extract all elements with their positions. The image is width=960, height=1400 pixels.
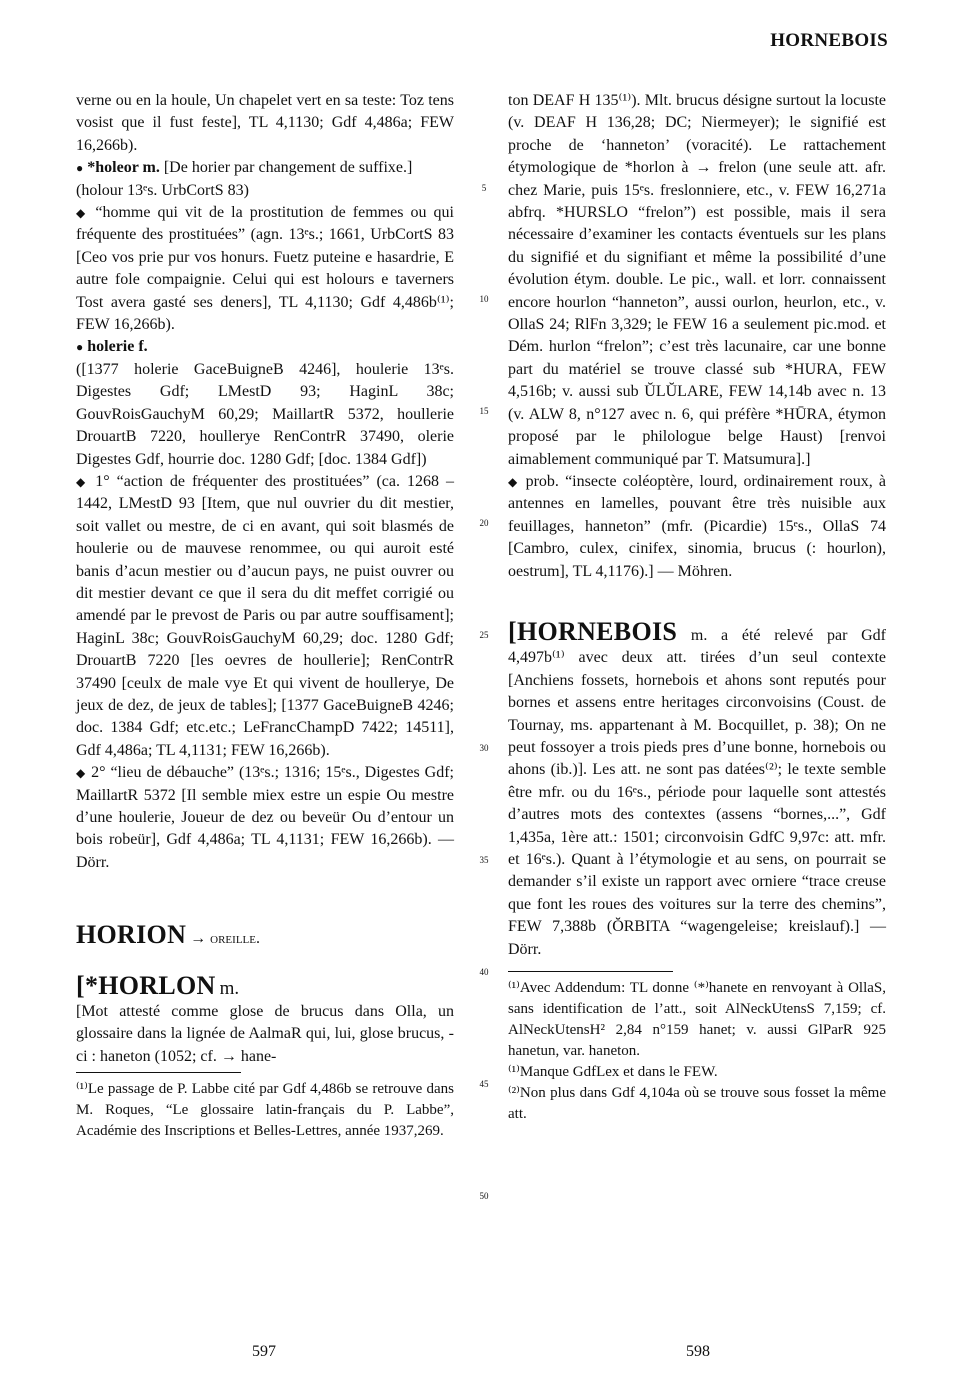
entry-horlon [76, 970, 454, 1001]
cross-reference: oreille. [210, 930, 260, 948]
bullet-icon: ● [76, 161, 84, 176]
line-number: 30 [479, 743, 489, 753]
footnote: ⁽¹⁾Avec Addendum: TL donne ⁽*⁾hanete en renvoyant à OllaS, sans identification de l’att., soit AlNeckUtensS 7,159; cf. AlNeckUtensH² 2,84 n°159 hanet; v. aussi GlParR 925 hanetun, var. haneton. [508, 980, 886, 1060]
definition-text: prob. “insecte coléoptère, lourd, ordinairement roux, à antennes en lamelles, pouvant être très nuisible aux feuillages, hanneton” (mfr. (Picardie) 15ᵉs., OllaS 74 [Cambro, culex, cinifex, sinomia, brucus (: hourlon), oestrum], TL 4,1176).] — Möhren. [508, 472, 887, 580]
headword: holerie f. [87, 338, 148, 356]
part-of-speech: m. [219, 977, 240, 999]
line-number: 45 [479, 1079, 489, 1089]
paragraph: [Mot attesté comme glose de brucus dans Olla, un glossaire dans la lignée de AalmaR qui, lui, glose brucus, -ci : haneton (1052; cf. → hane- [76, 1003, 454, 1065]
entry-hornebois [508, 616, 887, 961]
footnote: ⁽²⁾Non plus dans Gdf 4,104a où se trouve sous fosset la même att. [508, 1085, 886, 1123]
line-number: 5 [481, 183, 487, 193]
right-column [508, 90, 886, 1125]
etymology: [De horier par changement de suffixe.] [163, 159, 413, 177]
definition [76, 202, 454, 336]
sense-2 [76, 762, 454, 874]
paragraph: verne ou en la houle, Un chapelet vert en sa teste: Toz tens vosist que il fust feste], TL 4,1130; Gdf 4,486a; FEW 16,266b). [76, 92, 454, 154]
headword: *holeor m. [87, 159, 160, 177]
definition [508, 471, 886, 583]
footnote-rule [76, 1072, 241, 1073]
sense-text: 1° “action de fréquenter des prostituées” (ca. 1268 – 1442, LMestD 93 [Item, que nul ouvrier du dit mestier, soit vallet ou mestre, de ci en avant, qui soit blasmés de houlerie ou de mauvese renommee, ou qui auroit esté banis d’acun mestier ou d’aucun pays, ne puist ouvrer ou dit mestier devant ce que il sera du dit meffet corrigié ou amendé par le prevost de Paris ou par autre souffisament]; HaginL 38c; GouvRoisGauchyM 60,29; doc. 1280 Gdf; DrouartB 7220 [les oevres de houllerie]; RenContrR 37490 [ceulx de male vye Et qui vivent de houllerye, De jeux de dez, de jeux de tables]; [1377 GaceBuigneB 4246; doc. 1384 Gdf; etc.etc.; LeFrancChampD 7422; 14511], Gdf 4,486a; TL 4,1131; FEW 16,266b). [76, 472, 454, 759]
diamond-icon: ◆ [508, 474, 520, 489]
line-number: 15 [479, 406, 489, 416]
left-column [76, 90, 454, 1142]
page-number-left: 597 [252, 1343, 276, 1360]
attestations: ([1377 holerie GaceBuigneB 4246], houlerie 13ᵉs. Digestes Gdf; LMestD 93; HaginL 38c; GouvRoisGauchyM 60,29; MaillartR 5372, houllerie DrouartB 7220, houllerye RenContrR 37490, olerie Digestes Gdf, hourrie doc. 1280 Gdf; [doc. 1384 Gdf]) [76, 360, 454, 468]
paragraph: ton DEAF H 135⁽¹⁾). Mlt. brucus désigne surtout la locuste (v. DEAF H 136,28; DC; Niermeyer); le signifié est proche de ‘hanneton’ (voracité). Le rattachement étymologique de *horlon à → frelon (une seule att. afr. chez Marie, puis 15ᵉs. freslonniere, etc., v. FEW 16,271a abfrq. *HURSLO “frelon”) est possible, mais il sera nécessaire d’examiner les contacts éventuels sur les plans du signifié et du signifiant et même la possibilité d’une évolution étym. double. Le pic., wall. et lorr. connaissent encore hourlon “hanneton”, aussi ourlon, heurlon, etc., v. OllaS 24; RlFn 3,329; le FEW 16 a seulement pic.mod. et Dém. hurlon “frelon”; c’est très lacunaire, car une bonne part du matériel se trouve classé sub *HURA, FEW 4,516b; v. aussi sub ŬLŬLARE, FEW 14,14b avec n. 13 (v. ALW 8, n°127 avec n. 6, qui préfère *HŪRA, étymon proposé par le philologue belge Haust) [renvoi aimablement communiqué par T. Matsumura].] [508, 92, 886, 468]
line-number: 50 [479, 1191, 489, 1201]
arrow-icon: → [190, 930, 207, 948]
line-number: 40 [479, 967, 489, 977]
entry-text: m. a été relevé par Gdf 4,497b⁽¹⁾ avec deux att. tirées d’un seul contexte [Anchiens fossets, hornebois et ahons sont reputés pour bornes et assens entre heritages circonvoisins (Coust. de Tournay, ms. appartenant à M. Bocquillet, p. 38); On ne peut fossoyer a trois pieds pres d’une bonne, hornebois ou ahons (ib.)]. Les att. ne sont pas datées⁽²⁾; le texte semble être mfr. ou du 16ᵉs., période pour laquelle sont attestés d’autres mots des contextes (assens “bornes,...”, Gdf 1,435a, 1ère att.: 1501; circonvoisin GdfC 9,97c: att. mfr. et 16ᵉs.). Quant à l’étymologie et au sens, on pourrait se demander s’il existe un rapport avec orniere “trace creuse que font les roues des voitures sur la terre des chemins”, FEW 7,388b (ŎRBITA “wagengeleise; kreislauf).] — Dörr. [508, 626, 887, 958]
diamond-icon: ◆ [76, 206, 89, 221]
line-number: 10 [479, 294, 489, 304]
line-number: 35 [479, 855, 489, 865]
footnote-rule [508, 971, 673, 972]
bullet-icon: ● [76, 340, 84, 355]
running-head: HORNEBOIS [770, 30, 888, 51]
sense-text: 2° “lieu de débauche” (13ᵉs.; 1316; 15ᵉs., Digestes Gdf; MaillartR 5372 [Il semble miex estre un espie Ou mestre d’une houlerie, Joueur de dez ou beveür Ou d’entour un bois robeür], Gdf 4,486a; TL 4,1131; FEW 16,266b). — Dörr. [76, 764, 455, 871]
page-number-right: 598 [686, 1343, 710, 1360]
line-number: 25 [479, 630, 489, 640]
attestations: (holour 13ᵉs. UrbCortS 83) [76, 181, 249, 199]
headword: [HORNEBOIS [508, 616, 678, 646]
headword: [*HORLON [76, 970, 216, 1000]
entry-holerie [76, 336, 454, 358]
diamond-icon: ◆ [76, 474, 89, 489]
entry-horion [76, 920, 454, 950]
sense-1 [76, 471, 454, 762]
definition-text: “homme qui vit de la prostitution de femmes ou qui fréquente des prostituées” (agn. 13ᵉs.; 1661, UrbCortS 83 [Ceo vos prie pur vos honurs. Fuetz puteine e hasardrie, E autre fole compaignie. Celui qui est holours e taverners Tost avera gasté ses deners], TL 4,1130; Gdf 4,486b⁽¹⁾; FEW 16,266b). [76, 204, 455, 334]
headword: HORION [76, 920, 187, 950]
footnote: ⁽¹⁾Manque GdfLex et dans le FEW. [508, 1064, 718, 1081]
line-number: 20 [479, 518, 489, 528]
diamond-icon: ◆ [76, 766, 87, 781]
entry-holeor [76, 157, 454, 179]
footnote: ⁽¹⁾Le passage de P. Labbe cité par Gdf 4,486b se retrouve dans M. Roques, “Le glossaire latin-français du P. Labbe”, Académie des Inscriptions et Belles-Lettres, année 1937,269. [76, 1081, 454, 1140]
